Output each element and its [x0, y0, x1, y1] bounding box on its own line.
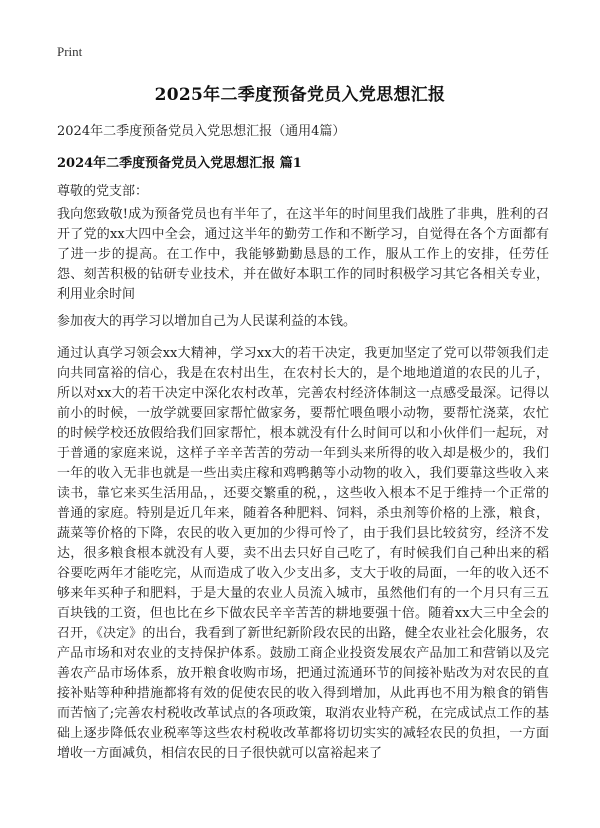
- print-label: Print: [57, 44, 83, 59]
- document-subtitle: 2024年二季度预备党员入党思想汇报（通用4篇）: [57, 124, 346, 139]
- document-title: 2025年二季度预备党员入党思想汇报: [154, 85, 446, 105]
- paragraph: 参加夜大的再学习以增加自己为人民谋利益的本钱。: [57, 314, 357, 329]
- section-heading: 2024年二季度预备党员入党思想汇报 篇1: [57, 156, 302, 171]
- paragraph: 我向您致敬!成为预备党员也有半年了，在这半年的时间里我们战胜了非典，胜利的召开了党的xx大四中全会，通过这半年的勤劳工作和不断学习，自觉得在各个方面都有了进一步的提高。在工作中，我能够勤勤恳恳的工作，服从工作上的安排，任劳任怨、刻苦积极的钻研专业技术，并在做好本职工作的同时积极学习其它各相关专业，利用业余时间: [57, 207, 549, 302]
- paragraph: 通过认真学习领会xx大精神，学习xx大的若干决定，我更加坚定了党可以带领我们走向共同富裕的信心，我是在农村出生，在农村长大的，是个地地道道的农民的儿子，所以对xx大的若干决定中深化农村改革，完善农村经济体制这一点感受最深。记得以前小的时候，一放学就要回家帮忙做家务，要帮忙喂鱼喂小动物，要帮忙浇菜，农忙的时候学校还放假给我们回家帮忙，根本就没有什么时间可以和小伙伴们一起玩，对于普通的家庭来说，这样子辛辛苦苦的劳动一年到头来所得的收入却是极少的，我们一年的收入无非也就是一些出卖庄稼和鸡鸭鹅等小动物的收入，我们要靠这些收入来读书，靠它来买生活用品，，还要交繁重的税，，这些收入根本不足于维持一个正常的普通的家庭。特别是近几年来，随着各种肥料、饲料，杀虫剂等价格的上涨，粮食，蔬菜等价格的下降，农民的收入更加的少得可怜了，由于我们县比较贫穷，经济不发达，很多粮食根本就没有人要，卖不出去只好自己吃了，有时候我们自己种出来的稻谷要吃两年才能吃完，从而造成了收入少支出多，支大于收的局面，一年的收入还不够来年买种子和肥料，于是大量的农业人员流入城市，虽然他们有的一个月只有三五百块钱的工资，但也比在乡下做农民辛辛苦苦的耕地要强十倍。随着xx大三中全会的召开，《决定》的出台，我看到了新世纪新阶段农民的出路，健全农业社会化服务，农产品市场和对农业的支持保护体系。鼓励工商企业投资发展农产品加工和营销以及完善农产品市场体系，放开粮食收购市场，把通过流通环节的间接补贴改为对农民的直接补贴等种种措施都将有效的促使农民的收入得到增加，从此再也不用为粮食的销售而苦恼了;完善农村税收改革试点的各项政策，取消农业特产税，在完成试点工作的基础上逐步降低农业税率等这些农村税收改革都将切切实实的减轻农民的负担，一方面增收一方面减负，相信农民的日子很快就可以富裕起来了: [57, 346, 549, 761]
- salutation: 尊敬的党支部：: [57, 184, 149, 199]
